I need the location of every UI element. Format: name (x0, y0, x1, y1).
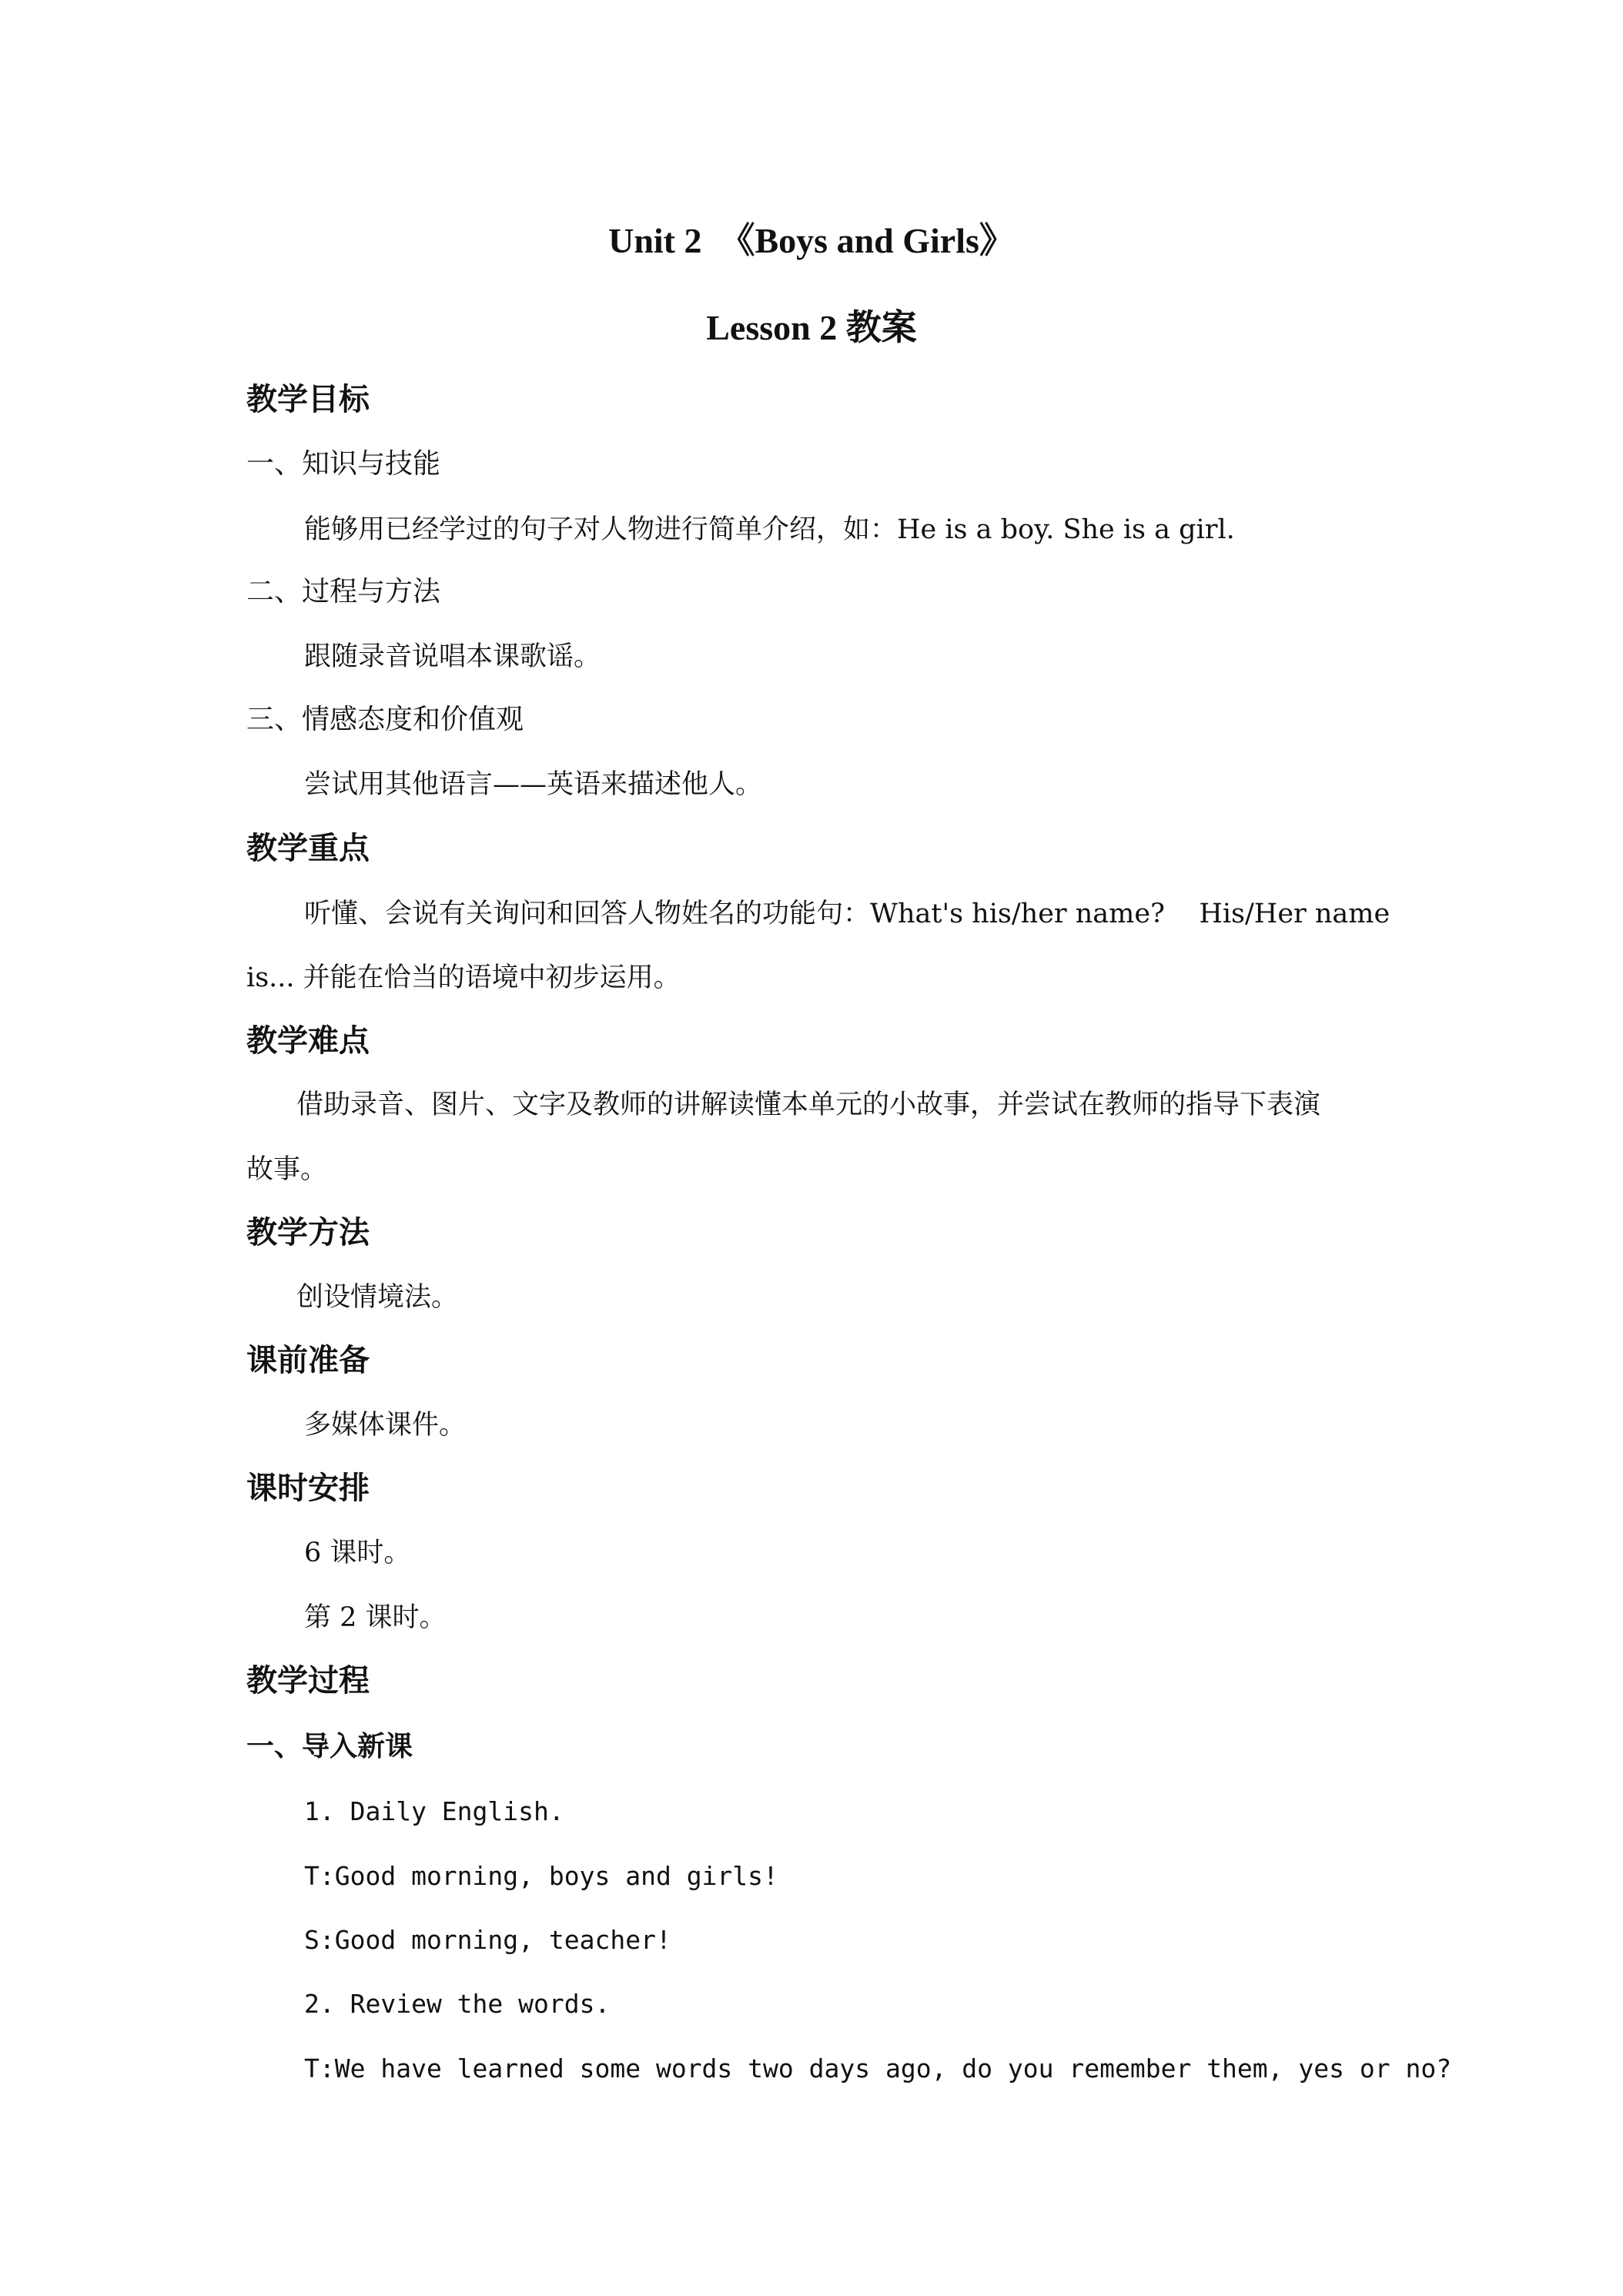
paragraph-schedule-current: 第 2 课时。 (304, 1602, 447, 1633)
paragraph-step2: 2. Review the words. (304, 1989, 611, 2019)
paragraph-key-points-line2: is... 并能在恰当的语境中初步运用。 (246, 962, 681, 993)
subheading-intro: 一、导入新课 (246, 1731, 413, 1762)
paragraph-methods: 创设情境法。 (296, 1282, 459, 1313)
paragraph-schedule-total: 6 课时。 (304, 1538, 411, 1568)
heading-difficulties: 教学难点 (246, 1023, 370, 1059)
paragraph-preparation: 多媒体课件。 (304, 1410, 467, 1441)
heading-key-points: 教学重点 (246, 831, 370, 866)
subheading-knowledge: 一、知识与技能 (246, 448, 441, 480)
document-subtitle: Lesson 2 教案 (706, 308, 917, 347)
subheading-emotion: 三、情感态度和价值观 (246, 704, 524, 735)
paragraph-difficulties-line2: 故事。 (246, 1154, 328, 1185)
heading-objectives: 教学目标 (246, 382, 370, 417)
heading-procedure: 教学过程 (246, 1663, 370, 1699)
paragraph-student-greeting: S:Good morning, teacher! (304, 1925, 671, 1955)
paragraph-knowledge: 能够用已经学过的句子对人物进行简单介绍，如：He is a boy. She is a girl. (304, 514, 1235, 545)
paragraph-emotion: 尝试用其他语言——英语来描述他人。 (304, 769, 763, 800)
paragraph-difficulties-line1: 借助录音、图片、文字及教师的讲解读懂本单元的小故事，并尝试在教师的指导下表演 (296, 1089, 1321, 1120)
paragraph-key-points-line1: 听懂、会说有关询问和回答人物姓名的功能句：What's his/her name? His/Her name (304, 899, 1390, 929)
subheading-process: 二、过程与方法 (246, 576, 441, 607)
document-title: Unit 2 《Boys and Girls》 (608, 221, 1015, 260)
paragraph-teacher-question: T:We have learned some words two days ago, do you remember them, yes or no? (304, 2053, 1452, 2083)
heading-schedule: 课时安排 (246, 1471, 370, 1506)
heading-methods: 教学方法 (246, 1215, 370, 1250)
heading-preparation: 课前准备 (246, 1343, 370, 1378)
paragraph-process: 跟随录音说唱本课歌谣。 (304, 641, 601, 672)
paragraph-teacher-greeting: T:Good morning, boys and girls! (304, 1861, 778, 1891)
paragraph-step1: 1. Daily English. (304, 1796, 564, 1826)
